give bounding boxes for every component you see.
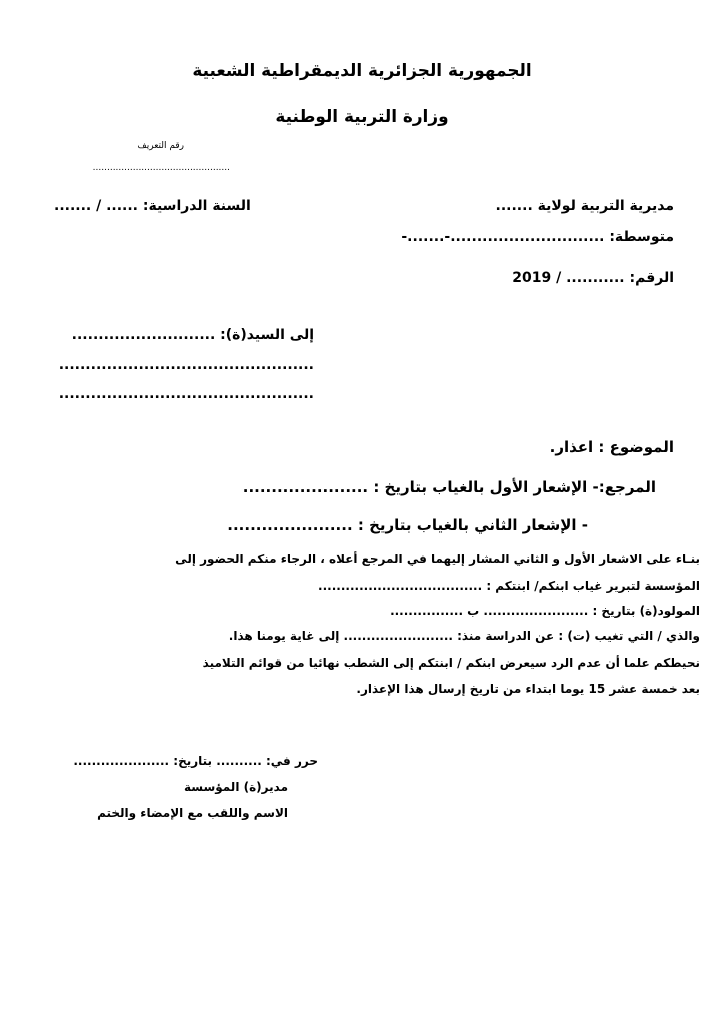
republic-title: الجمهورية الجزائرية الديمقراطية الشعبية [192, 60, 532, 80]
reference-first-notice: المرجع:- الإشعار الأول بالغياب بتاريخ : ...................... [242, 478, 656, 496]
body-line: المولود(ة) بتاريخ : ....................... ب ................ [390, 604, 700, 618]
middle-school: متوسطة: .............................-.......- [401, 229, 674, 245]
recipient-line: إلى السيد(ة): ........................... [71, 327, 314, 343]
recipient-address-line: ................................................ [58, 386, 314, 402]
reference-number: الرقم: ........... / 2019 [512, 270, 674, 286]
body-line: والذي / التي تغيب (ت) : عن الدراسة منذ: ........................ إلى غاية يومنا هذا. [228, 629, 700, 643]
id-number-label: رقم التعريف [137, 141, 184, 151]
name-seal-label: الاسم واللقب مع الإمضاء والختم [97, 806, 288, 820]
id-number-field: ................................................ [92, 163, 230, 173]
reference-second-notice: - الإشعار الثاني بالغياب بتاريخ : ...................... [227, 516, 588, 534]
school-year: السنة الدراسية: ...... / ....... [54, 198, 251, 214]
body-line: المؤسسة لتبرير غياب ابنكم/ ابنتكم : .................................... [318, 579, 700, 593]
director-title: مدير(ة) المؤسسة [183, 780, 288, 794]
ministry-title: وزارة التربية الوطنية [275, 106, 449, 126]
place-date-line: حرر في: .......... بتاريخ: ..................... [73, 754, 318, 768]
body-line: بنـاء على الاشعار الأول و الثاني المشار إليهما في المرجع أعلاه ، الرجاء منكم الحضور إلى [175, 552, 700, 566]
recipient-address-line: ................................................ [58, 357, 314, 373]
body-line: بعد خمسة عشر 15 يوما ابتداء من تاريخ إرسال هذا الإعذار. [356, 682, 700, 696]
directorate: مديرية التربية لولاية ....... [495, 198, 674, 214]
body-line: نحيطكم علما أن عدم الرد سيعرض ابنكم / ابنتكم إلى الشطب نهائيا من قوائم التلاميذ [202, 656, 700, 670]
subject-line: الموضوع : اعذار. [549, 438, 674, 456]
